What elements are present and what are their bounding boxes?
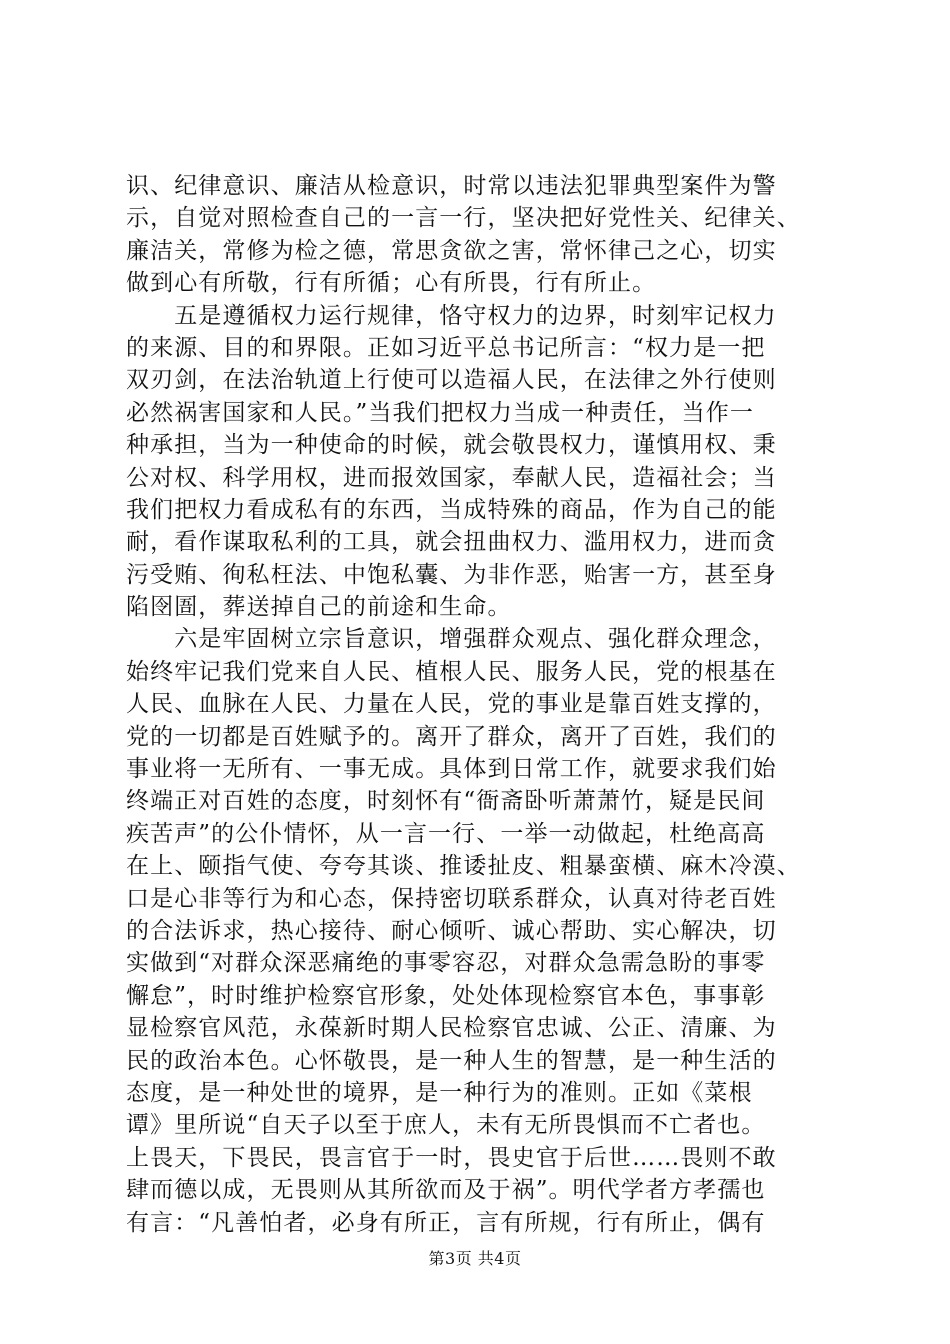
text-line: 终端正对百姓的态度，时刻怀有“衙斋卧听萧萧竹，疑是民间 (126, 788, 766, 815)
text-line: 六是牢固树立宗旨意识，增强群众观点、强化群众理念， (126, 626, 777, 653)
text-line: 有言：“凡善怕者，必身有所正，言有所规，行有所止，偶有 (126, 1209, 766, 1236)
text-line: 党的一切都是百姓赋予的。离开了群众，离开了百姓，我们的 (126, 723, 777, 750)
text-line: 识、纪律意识、廉洁从检意识，时常以违法犯罪典型案件为警 (126, 173, 777, 199)
text-line: 实做到“对群众深恶痛绝的事零容忍，对群众急需急盼的事零 (126, 950, 766, 977)
text-line: 种承担，当为一种使命的时候，就会敬畏权力，谨慎用权、秉 (126, 432, 777, 459)
text-line: 公对权、科学用权，进而报效国家，奉献人民，造福社会；当 (126, 464, 777, 491)
text-line: 口是心非等行为和心态，保持密切联系群众，认真对待老百姓 (126, 885, 777, 912)
text-line: 民的政治本色。心怀敬畏，是一种人生的智慧，是一种生活的 (126, 1047, 777, 1074)
text-line: 耐，看作谋取私利的工具，就会扭曲权力、滥用权力，进而贪 (126, 529, 777, 556)
text-line: 疾苦声”的公仆情怀，从一言一行、一举一动做起，杜绝高高 (126, 820, 766, 847)
text-line: 的合法诉求，热心接待、耐心倾听、诚心帮助、实心解决，切 (126, 917, 777, 944)
text-line: 做到心有所敬，行有所循；心有所畏，行有所止。 (126, 270, 657, 297)
page-footer (0, 1249, 950, 1269)
text-line: 始终牢记我们党来自人民、植根人民、服务人民，党的根基在 (126, 658, 777, 685)
text-line: 在上、颐指气使、夸夸其谈、推诿扯皮、粗暴蛮横、麻木冷漠、 (126, 853, 801, 880)
text-line: 陷囹圄，葬送掉自己的前途和生命。 (126, 594, 512, 621)
text-line: 事业将一无所有、一事无成。具体到日常工作，就要求我们始 (126, 756, 777, 783)
text-line: 必然祸害国家和人民。”当我们把权力当成一种责任，当作一 (126, 399, 754, 426)
text-line: 人民、血脉在人民、力量在人民，党的事业是靠百姓支撑的， (126, 691, 777, 718)
text-line: 懈怠”，时时维护检察官形象，处处体现检察官本色，事事彰 (126, 982, 766, 1009)
page-number-label: 第3页 共4页 (428, 1249, 522, 1268)
text-line: 示，自觉对照检查自己的一言一行，坚决把好党性关、纪律关、 (126, 205, 801, 232)
text-line: 上畏天，下畏民，畏言官于一时，畏史官于后世……畏则不敢 (126, 1144, 777, 1171)
text-line: 廉洁关，常修为检之德，常思贪欲之害，常怀律己之心，切实 (126, 237, 777, 264)
text-line: 双刃剑，在法治轨道上行使可以造福人民，在法律之外行使则 (126, 367, 777, 394)
text-line: 我们把权力看成私有的东西，当成特殊的商品，作为自己的能 (126, 496, 777, 523)
text-line: 的来源、目的和界限。正如习近平总书记所言：“权力是一把 (126, 334, 766, 361)
text-line: 五是遵循权力运行规律，恪守权力的边界，时刻牢记权力 (126, 302, 777, 329)
text-line: 谭》里所说“自天子以至于庶人，未有无所畏惧而不亡者也。 (126, 1112, 766, 1139)
text-line: 污受贿、徇私枉法、中饱私囊、为非作恶，贻害一方，甚至身 (126, 561, 777, 588)
text-line: 肆而德以成，无畏则从其所欲而及于祸”。明代学者方孝孺也 (126, 1177, 766, 1204)
text-line: 态度，是一种处世的境界，是一种行为的准则。正如《菜根 (126, 1079, 753, 1106)
text-line: 显检察官风范，永葆新时期人民检察官忠诚、公正、清廉、为 (126, 1015, 777, 1042)
body-text (126, 170, 838, 1239)
